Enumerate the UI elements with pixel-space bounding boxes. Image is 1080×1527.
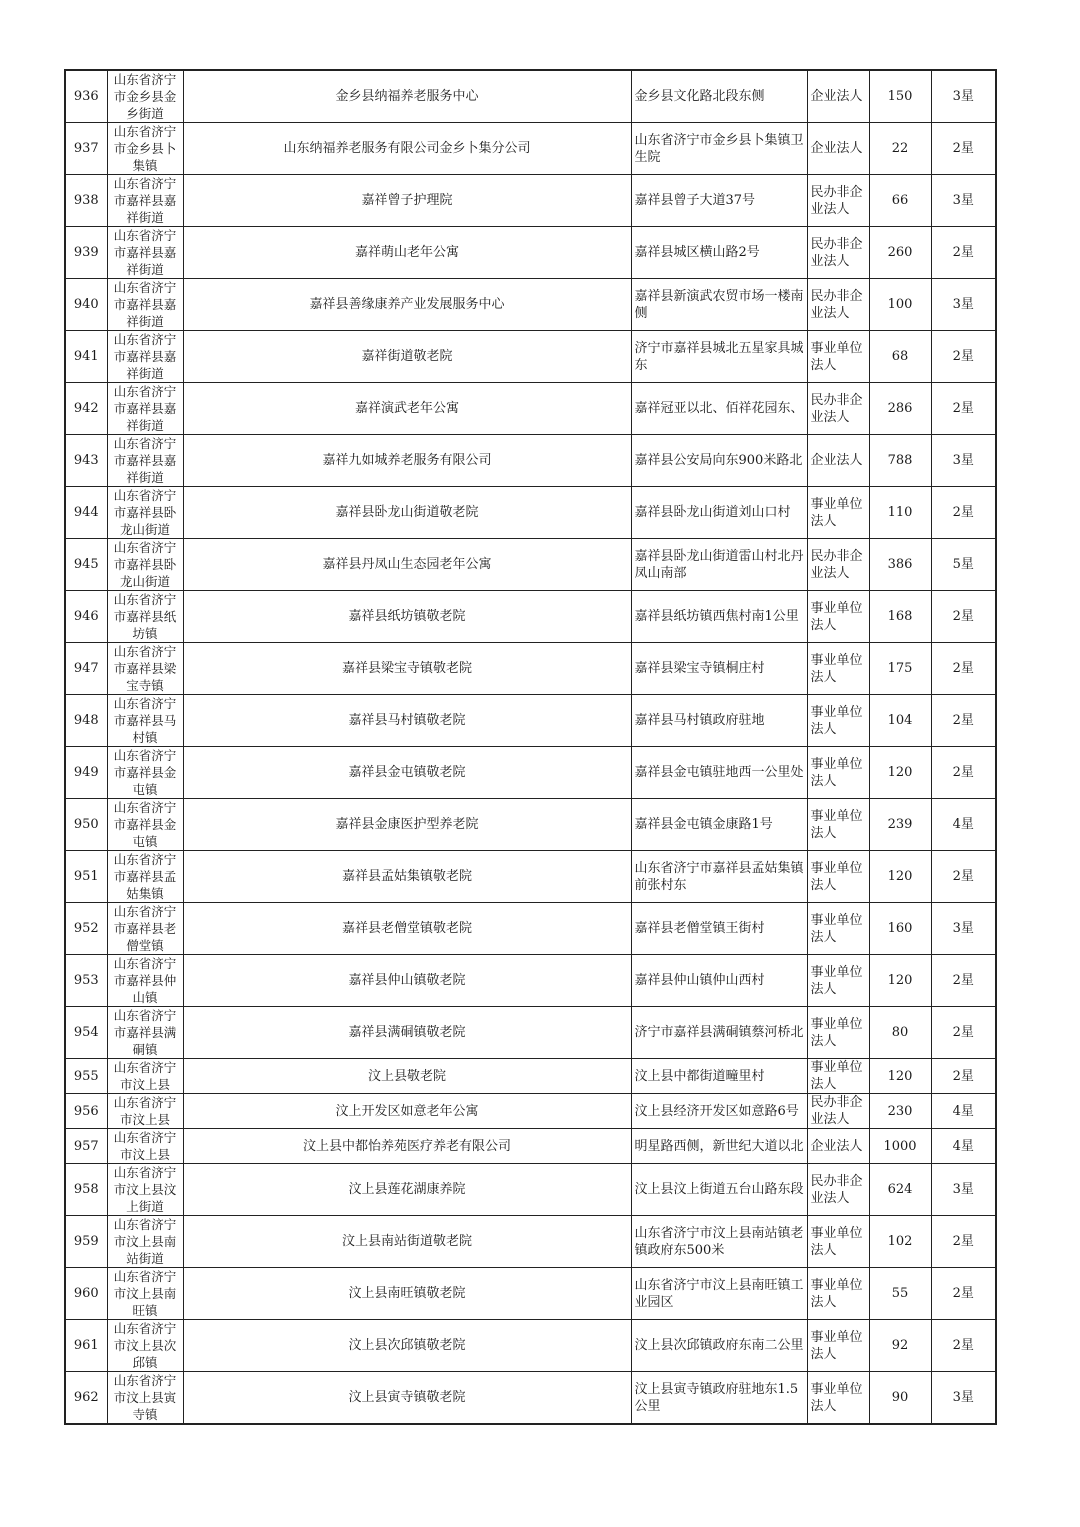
row-institution-name: 嘉祥县善缘康养产业发展服务中心 — [183, 279, 631, 331]
row-address: 山东省济宁市汶上县南旺镇工业园区 — [631, 1268, 807, 1320]
row-legal-type: 民办非企业法人 — [807, 227, 869, 279]
row-number: 936 — [65, 70, 107, 123]
row-star-rating: 4星 — [931, 799, 996, 851]
row-legal-type: 民办非企业法人 — [807, 1094, 869, 1129]
row-address: 山东省济宁市嘉祥县孟姑集镇前张村东 — [631, 851, 807, 903]
row-number: 957 — [65, 1129, 107, 1164]
row-star-rating: 2星 — [931, 1216, 996, 1268]
row-number: 948 — [65, 695, 107, 747]
row-star-rating: 3星 — [931, 1372, 996, 1425]
row-number: 950 — [65, 799, 107, 851]
row-number: 954 — [65, 1007, 107, 1059]
row-star-rating: 3星 — [931, 70, 996, 123]
row-area: 山东省济宁市嘉祥县纸坊镇 — [107, 591, 183, 643]
row-beds: 175 — [869, 643, 931, 695]
row-legal-type: 企业法人 — [807, 435, 869, 487]
table-row — [65, 487, 996, 539]
row-address: 嘉祥县老僧堂镇王街村 — [631, 903, 807, 955]
row-number: 937 — [65, 123, 107, 175]
row-area: 山东省济宁市嘉祥县嘉祥街道 — [107, 383, 183, 435]
table-row — [65, 1164, 996, 1216]
row-number: 962 — [65, 1372, 107, 1425]
row-beds: 120 — [869, 1059, 931, 1094]
row-area: 山东省济宁市汶上县 — [107, 1129, 183, 1164]
row-number: 938 — [65, 175, 107, 227]
row-beds: 239 — [869, 799, 931, 851]
row-number: 951 — [65, 851, 107, 903]
table-row — [65, 955, 996, 1007]
table-row — [65, 1320, 996, 1372]
table-row — [65, 1007, 996, 1059]
table-row — [65, 539, 996, 591]
row-beds: 68 — [869, 331, 931, 383]
row-address: 嘉祥县金屯镇驻地西一公里处 — [631, 747, 807, 799]
table-row — [65, 279, 996, 331]
row-institution-name: 嘉祥街道敬老院 — [183, 331, 631, 383]
row-star-rating: 2星 — [931, 851, 996, 903]
row-institution-name: 嘉祥县丹凤山生态园老年公寓 — [183, 539, 631, 591]
row-number: 947 — [65, 643, 107, 695]
row-legal-type: 企业法人 — [807, 70, 869, 123]
row-number: 960 — [65, 1268, 107, 1320]
row-beds: 160 — [869, 903, 931, 955]
row-number: 942 — [65, 383, 107, 435]
row-beds: 624 — [869, 1164, 931, 1216]
row-address: 汶上县汶上街道五台山路东段 — [631, 1164, 807, 1216]
row-legal-type: 事业单位法人 — [807, 591, 869, 643]
row-beds: 120 — [869, 747, 931, 799]
row-address: 明星路西侧，新世纪大道以北 — [631, 1129, 807, 1164]
row-address: 济宁市嘉祥县城北五星家具城东 — [631, 331, 807, 383]
row-address: 嘉祥县梁宝寺镇桐庄村 — [631, 643, 807, 695]
row-address: 山东省济宁市汶上县南站镇老镇政府东500米 — [631, 1216, 807, 1268]
row-area: 山东省济宁市金乡县金乡街道 — [107, 70, 183, 123]
row-beds: 788 — [869, 435, 931, 487]
row-area: 山东省济宁市嘉祥县卧龙山街道 — [107, 539, 183, 591]
table-row — [65, 123, 996, 175]
row-legal-type: 民办非企业法人 — [807, 383, 869, 435]
row-number: 961 — [65, 1320, 107, 1372]
row-star-rating: 2星 — [931, 591, 996, 643]
row-beds: 100 — [869, 279, 931, 331]
row-area: 山东省济宁市嘉祥县嘉祥街道 — [107, 227, 183, 279]
row-legal-type: 事业单位法人 — [807, 903, 869, 955]
row-address: 嘉祥县城区横山路2号 — [631, 227, 807, 279]
row-area: 山东省济宁市汶上县 — [107, 1059, 183, 1094]
row-institution-name: 嘉祥县梁宝寺镇敬老院 — [183, 643, 631, 695]
row-beds: 150 — [869, 70, 931, 123]
row-area: 山东省济宁市嘉祥县满硐镇 — [107, 1007, 183, 1059]
row-legal-type: 事业单位法人 — [807, 1059, 869, 1094]
row-beds: 90 — [869, 1372, 931, 1425]
row-beds: 92 — [869, 1320, 931, 1372]
row-area: 山东省济宁市嘉祥县马村镇 — [107, 695, 183, 747]
row-star-rating: 2星 — [931, 227, 996, 279]
row-star-rating: 2星 — [931, 695, 996, 747]
row-beds: 120 — [869, 955, 931, 1007]
table-row — [65, 695, 996, 747]
row-number: 958 — [65, 1164, 107, 1216]
row-institution-name: 嘉祥县老僧堂镇敬老院 — [183, 903, 631, 955]
row-address: 嘉祥县新演武农贸市场一楼南侧 — [631, 279, 807, 331]
row-star-rating: 2星 — [931, 643, 996, 695]
row-address: 嘉祥县公安局向东900米路北 — [631, 435, 807, 487]
row-number: 956 — [65, 1094, 107, 1129]
row-institution-name: 嘉祥县纸坊镇敬老院 — [183, 591, 631, 643]
row-institution-name: 汶上县中都怡养苑医疗养老有限公司 — [183, 1129, 631, 1164]
table-row — [65, 591, 996, 643]
row-area: 山东省济宁市嘉祥县孟姑集镇 — [107, 851, 183, 903]
row-institution-name: 嘉祥萌山老年公寓 — [183, 227, 631, 279]
row-star-rating: 3星 — [931, 903, 996, 955]
row-beds: 230 — [869, 1094, 931, 1129]
row-area: 山东省济宁市嘉祥县老僧堂镇 — [107, 903, 183, 955]
table-row — [65, 435, 996, 487]
table-row — [65, 331, 996, 383]
row-area: 山东省济宁市嘉祥县嘉祥街道 — [107, 435, 183, 487]
row-area: 山东省济宁市汶上县寅寺镇 — [107, 1372, 183, 1425]
row-beds: 104 — [869, 695, 931, 747]
row-area: 山东省济宁市汶上县次邱镇 — [107, 1320, 183, 1372]
row-legal-type: 事业单位法人 — [807, 643, 869, 695]
row-institution-name: 汶上县南旺镇敬老院 — [183, 1268, 631, 1320]
table-row — [65, 851, 996, 903]
row-address: 济宁市嘉祥县满硐镇蔡河桥北 — [631, 1007, 807, 1059]
row-address: 山东省济宁市金乡县卜集镇卫生院 — [631, 123, 807, 175]
row-legal-type: 企业法人 — [807, 1129, 869, 1164]
row-number: 959 — [65, 1216, 107, 1268]
row-address: 嘉祥县金屯镇金康路1号 — [631, 799, 807, 851]
table-row — [65, 799, 996, 851]
row-beds: 168 — [869, 591, 931, 643]
row-star-rating: 3星 — [931, 175, 996, 227]
row-area: 山东省济宁市嘉祥县嘉祥街道 — [107, 279, 183, 331]
row-area: 山东省济宁市嘉祥县仲山镇 — [107, 955, 183, 1007]
row-area: 山东省济宁市金乡县卜集镇 — [107, 123, 183, 175]
row-legal-type: 民办非企业法人 — [807, 539, 869, 591]
row-star-rating: 2星 — [931, 1320, 996, 1372]
row-institution-name: 嘉祥县马村镇敬老院 — [183, 695, 631, 747]
row-area: 山东省济宁市嘉祥县金屯镇 — [107, 747, 183, 799]
row-institution-name: 汶上县南站街道敬老院 — [183, 1216, 631, 1268]
row-address: 嘉祥县卧龙山街道刘山口村 — [631, 487, 807, 539]
row-area: 山东省济宁市汶上县南旺镇 — [107, 1268, 183, 1320]
row-area: 山东省济宁市汶上县 — [107, 1094, 183, 1129]
row-legal-type: 事业单位法人 — [807, 799, 869, 851]
row-institution-name: 金乡县纳福养老服务中心 — [183, 70, 631, 123]
row-number: 941 — [65, 331, 107, 383]
row-address: 金乡县文化路北段东侧 — [631, 70, 807, 123]
row-institution-name: 汶上县次邱镇敬老院 — [183, 1320, 631, 1372]
row-beds: 110 — [869, 487, 931, 539]
table-row — [65, 643, 996, 695]
table-row — [65, 383, 996, 435]
row-number: 952 — [65, 903, 107, 955]
row-star-rating: 2星 — [931, 1268, 996, 1320]
row-area: 山东省济宁市嘉祥县嘉祥街道 — [107, 331, 183, 383]
table-row — [65, 1094, 996, 1129]
row-address: 嘉祥县马村镇政府驻地 — [631, 695, 807, 747]
row-star-rating: 2星 — [931, 331, 996, 383]
row-address: 汶上县寅寺镇政府驻地东1.5公里 — [631, 1372, 807, 1425]
row-beds: 80 — [869, 1007, 931, 1059]
row-institution-name: 嘉祥县满硐镇敬老院 — [183, 1007, 631, 1059]
table-row — [65, 903, 996, 955]
row-address: 汶上县中都街道疃里村 — [631, 1059, 807, 1094]
row-legal-type: 事业单位法人 — [807, 747, 869, 799]
row-star-rating: 2星 — [931, 487, 996, 539]
row-address: 嘉祥县纸坊镇西焦村南1公里 — [631, 591, 807, 643]
row-number: 939 — [65, 227, 107, 279]
row-number: 949 — [65, 747, 107, 799]
row-star-rating: 3星 — [931, 1164, 996, 1216]
row-legal-type: 事业单位法人 — [807, 331, 869, 383]
row-star-rating: 2星 — [931, 123, 996, 175]
row-star-rating: 2星 — [931, 1059, 996, 1094]
row-star-rating: 4星 — [931, 1129, 996, 1164]
row-area: 山东省济宁市汶上县南站街道 — [107, 1216, 183, 1268]
table-row — [65, 1216, 996, 1268]
row-legal-type: 企业法人 — [807, 123, 869, 175]
row-institution-name: 汶上县敬老院 — [183, 1059, 631, 1094]
row-beds: 66 — [869, 175, 931, 227]
row-number: 943 — [65, 435, 107, 487]
row-address: 汶上县经济开发区如意路6号 — [631, 1094, 807, 1129]
row-beds: 22 — [869, 123, 931, 175]
row-area: 山东省济宁市嘉祥县梁宝寺镇 — [107, 643, 183, 695]
row-legal-type: 事业单位法人 — [807, 695, 869, 747]
row-number: 955 — [65, 1059, 107, 1094]
row-star-rating: 3星 — [931, 435, 996, 487]
table-row — [65, 1372, 996, 1425]
row-institution-name: 嘉祥演武老年公寓 — [183, 383, 631, 435]
row-legal-type: 民办非企业法人 — [807, 175, 869, 227]
row-beds: 286 — [869, 383, 931, 435]
elderly-care-institution-table — [64, 69, 997, 1425]
row-star-rating: 2星 — [931, 383, 996, 435]
row-star-rating: 3星 — [931, 279, 996, 331]
row-institution-name: 嘉祥县仲山镇敬老院 — [183, 955, 631, 1007]
table-row — [65, 1129, 996, 1164]
row-number: 953 — [65, 955, 107, 1007]
row-institution-name: 嘉祥县孟姑集镇敬老院 — [183, 851, 631, 903]
table-row — [65, 70, 996, 123]
row-number: 944 — [65, 487, 107, 539]
row-institution-name: 嘉祥县金屯镇敬老院 — [183, 747, 631, 799]
row-address: 嘉祥县曾子大道37号 — [631, 175, 807, 227]
row-beds: 120 — [869, 851, 931, 903]
row-star-rating: 5星 — [931, 539, 996, 591]
row-institution-name: 嘉祥县金康医护型养老院 — [183, 799, 631, 851]
row-star-rating: 2星 — [931, 747, 996, 799]
row-legal-type: 事业单位法人 — [807, 955, 869, 1007]
row-institution-name: 汶上开发区如意老年公寓 — [183, 1094, 631, 1129]
row-legal-type: 事业单位法人 — [807, 1320, 869, 1372]
row-number: 946 — [65, 591, 107, 643]
row-beds: 386 — [869, 539, 931, 591]
row-address: 汶上县次邱镇政府东南二公里 — [631, 1320, 807, 1372]
row-legal-type: 事业单位法人 — [807, 1216, 869, 1268]
table-row — [65, 175, 996, 227]
row-institution-name: 嘉祥县卧龙山街道敬老院 — [183, 487, 631, 539]
row-area: 山东省济宁市嘉祥县卧龙山街道 — [107, 487, 183, 539]
row-legal-type: 事业单位法人 — [807, 1007, 869, 1059]
table-body — [65, 70, 996, 1424]
row-star-rating: 2星 — [931, 1007, 996, 1059]
row-beds: 260 — [869, 227, 931, 279]
row-institution-name: 嘉祥曾子护理院 — [183, 175, 631, 227]
row-institution-name: 山东纳福养老服务有限公司金乡卜集分公司 — [183, 123, 631, 175]
row-beds: 55 — [869, 1268, 931, 1320]
table-row — [65, 1059, 996, 1094]
table-row — [65, 747, 996, 799]
row-number: 940 — [65, 279, 107, 331]
table-row — [65, 227, 996, 279]
row-address: 嘉祥县仲山镇仲山西村 — [631, 955, 807, 1007]
row-address: 嘉祥县卧龙山街道雷山村北丹凤山南部 — [631, 539, 807, 591]
row-legal-type: 事业单位法人 — [807, 1268, 869, 1320]
row-star-rating: 2星 — [931, 955, 996, 1007]
row-legal-type: 事业单位法人 — [807, 1372, 869, 1425]
row-legal-type: 民办非企业法人 — [807, 1164, 869, 1216]
row-area: 山东省济宁市嘉祥县金屯镇 — [107, 799, 183, 851]
row-institution-name: 汶上县莲花湖康养院 — [183, 1164, 631, 1216]
row-star-rating: 4星 — [931, 1094, 996, 1129]
row-area: 山东省济宁市嘉祥县嘉祥街道 — [107, 175, 183, 227]
row-beds: 102 — [869, 1216, 931, 1268]
table-row — [65, 1268, 996, 1320]
row-institution-name: 嘉祥九如城养老服务有限公司 — [183, 435, 631, 487]
row-legal-type: 民办非企业法人 — [807, 279, 869, 331]
row-institution-name: 汶上县寅寺镇敬老院 — [183, 1372, 631, 1425]
row-beds: 1000 — [869, 1129, 931, 1164]
row-area: 山东省济宁市汶上县汶上街道 — [107, 1164, 183, 1216]
row-legal-type: 事业单位法人 — [807, 487, 869, 539]
row-number: 945 — [65, 539, 107, 591]
row-legal-type: 事业单位法人 — [807, 851, 869, 903]
row-address: 嘉祥冠亚以北、佰祥花园东、 — [631, 383, 807, 435]
